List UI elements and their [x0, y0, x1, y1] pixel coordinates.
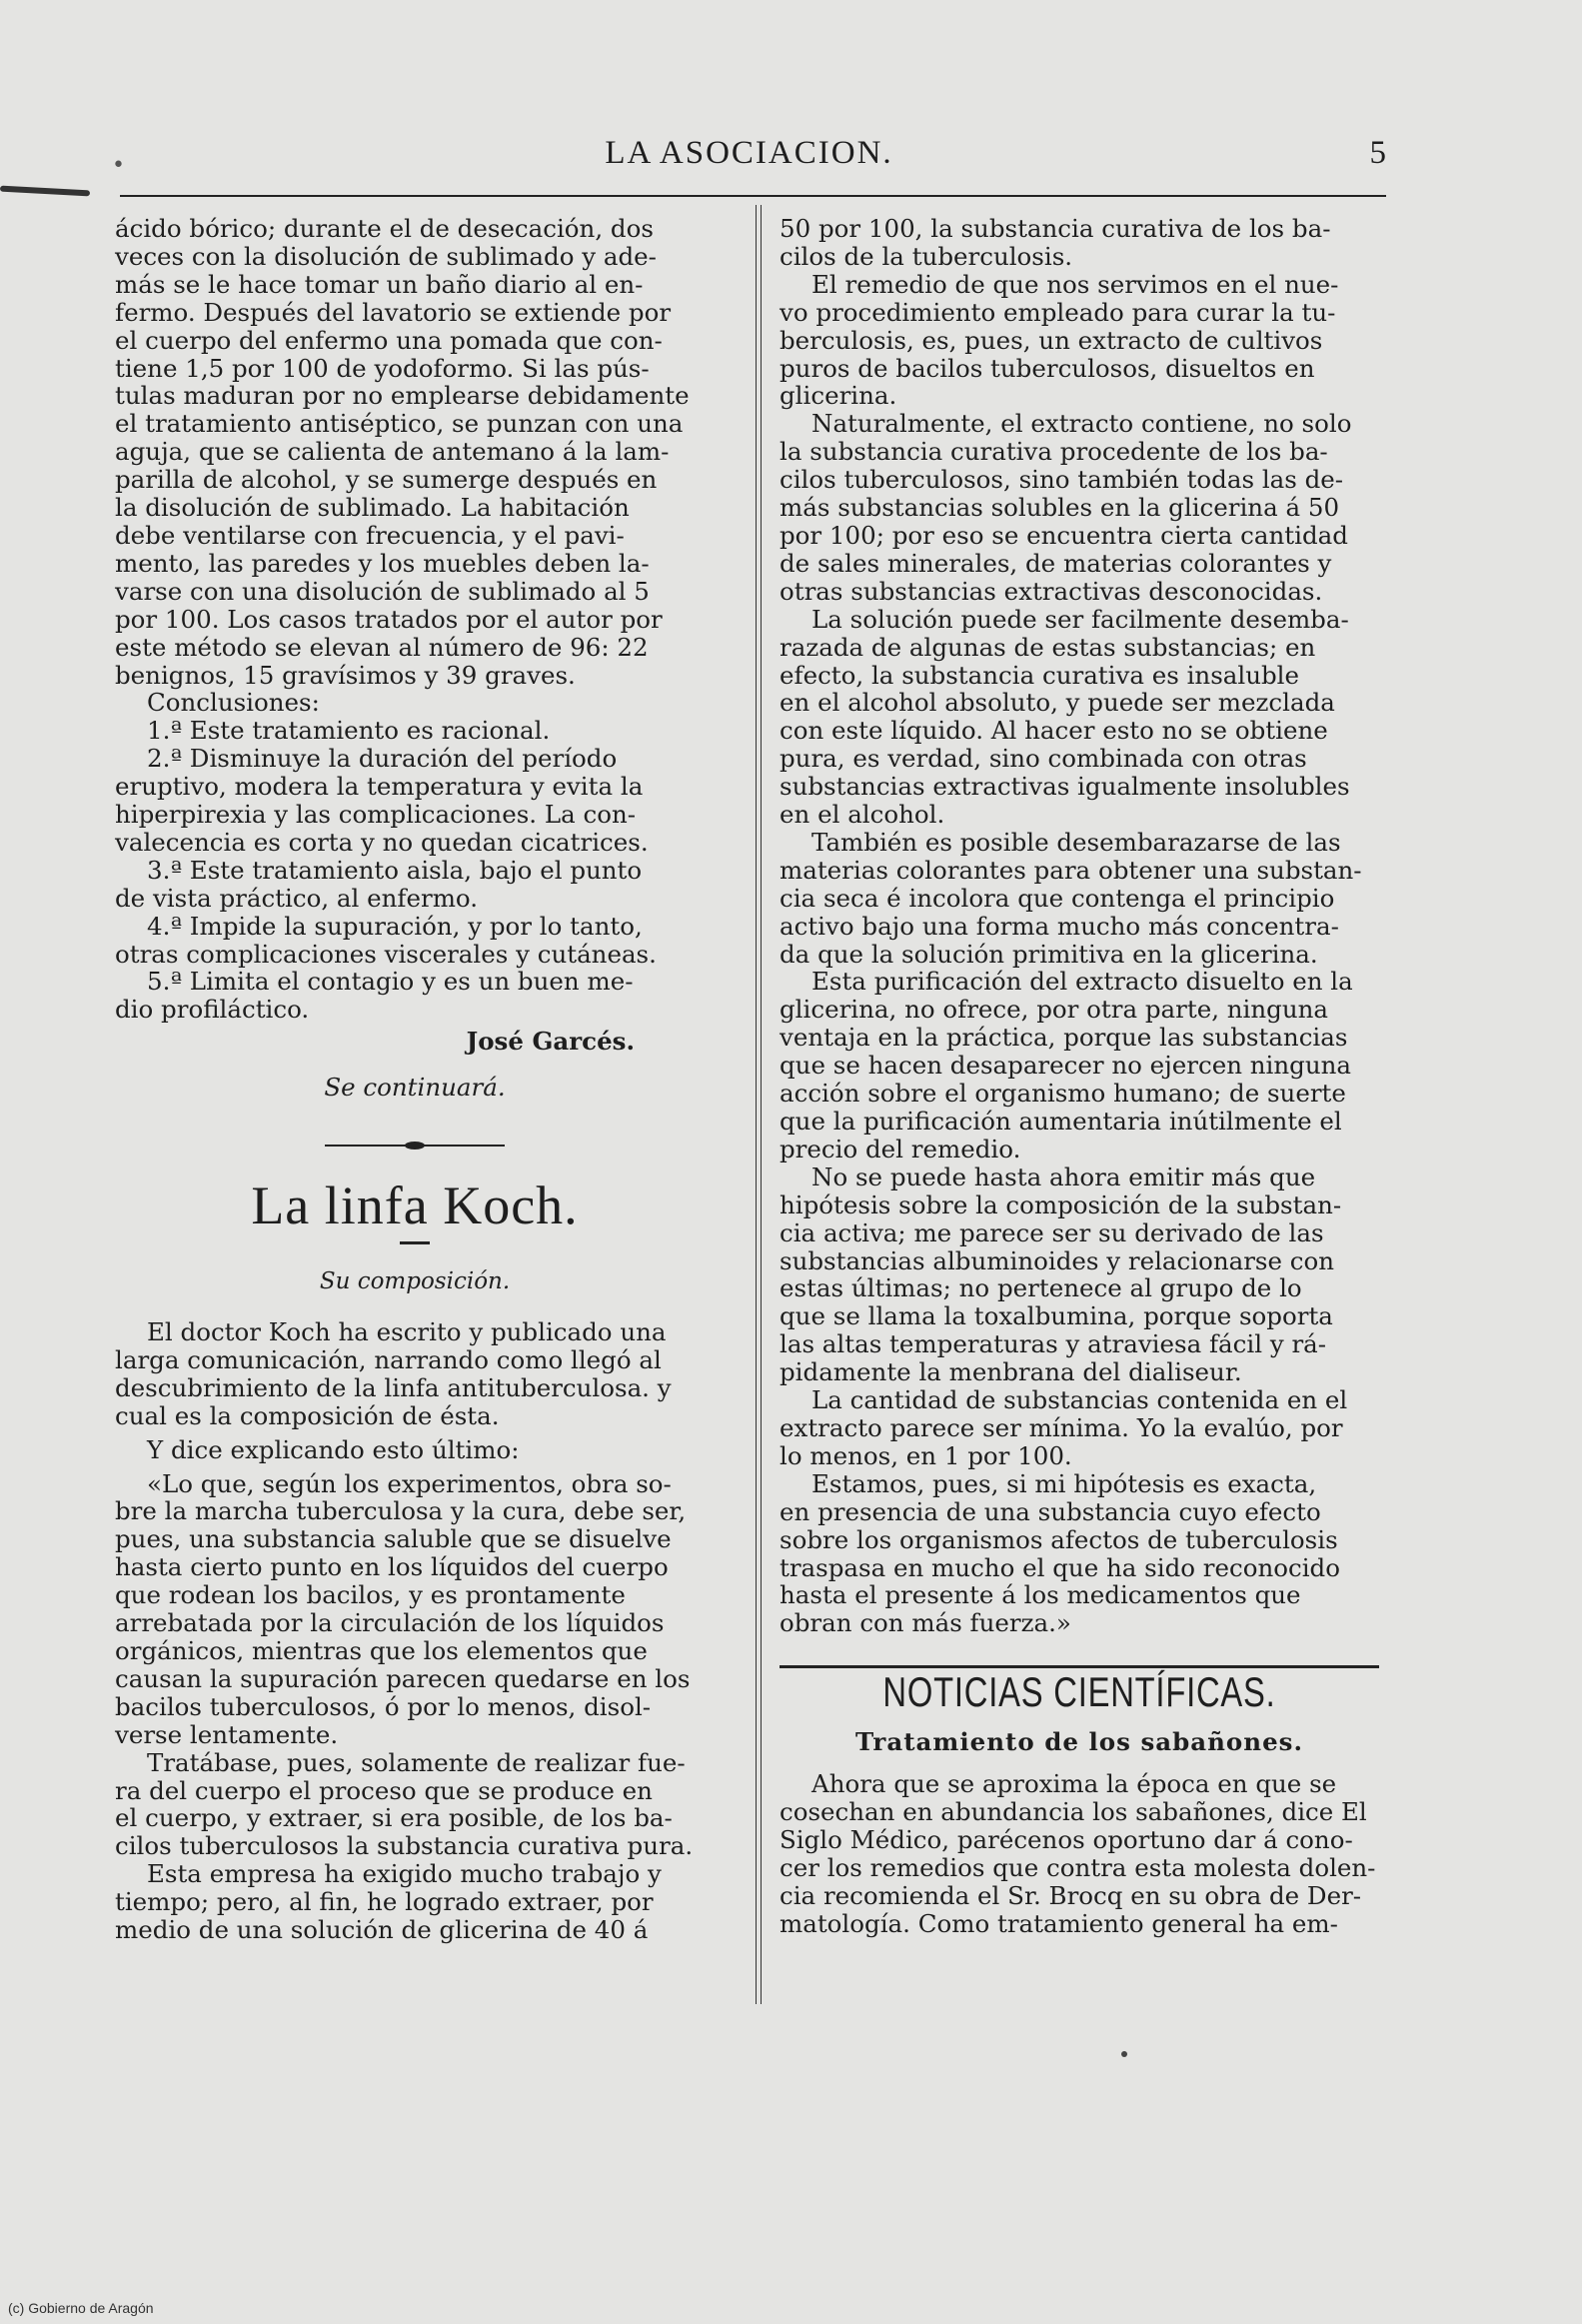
text-line: arrebatada por la circulación de los líquidos: [115, 1608, 665, 1638]
text-line: el tratamiento antiséptico, se punzan con una: [115, 409, 684, 439]
text-line: hipótesis sobre la composición de la substan-: [780, 1189, 1342, 1219]
text-line: bre la marcha tuberculosa y la cura, debe ser,: [115, 1496, 687, 1526]
text-line: cosechan en abundancia los sabañones, dice El: [780, 1796, 1367, 1826]
text-line: más substancias solubles en la glicerina á 50: [780, 493, 1340, 523]
text-line: acción sobre el organismo humano; de suerte: [780, 1079, 1346, 1109]
text-line: ra del cuerpo el proceso que se produce en: [115, 1775, 653, 1805]
article-paragraph: [780, 606, 1379, 829]
article-title: La linfa Koch.: [251, 1175, 579, 1236]
text-line: puros de bacilos tuberculosos, disueltos en: [780, 353, 1315, 383]
text-line: Siglo Médico, parécenos oportuno dar á cono-: [780, 1824, 1353, 1854]
left-column: [115, 215, 715, 1944]
text-line: lo menos, en 1 por 100.: [780, 1440, 1072, 1470]
text-line: este método se elevan al número de 96: 22: [115, 632, 649, 662]
text-line: descubrimiento de la linfa antituberculosa. y: [115, 1372, 672, 1402]
text-line: La solución puede ser facilmente desemba-: [811, 604, 1349, 634]
text-line: cia activa; me parece ser su derivado de las: [780, 1217, 1324, 1247]
text-line: por 100; por eso se encuentra cierta cantidad: [780, 520, 1348, 550]
text-line: glicerina, no ofrece, por otra parte, ninguna: [780, 995, 1329, 1025]
text-line: pura, es verdad, sino combinada con otras: [780, 744, 1307, 774]
text-line: eruptivo, modera la temperatura y evita la: [115, 772, 644, 802]
text-line: en el alcohol.: [780, 800, 945, 830]
page-number: 5: [1369, 135, 1386, 171]
text-line: ventaja en la práctica, porque las substancias: [780, 1023, 1348, 1053]
text-line: glicerina.: [780, 381, 897, 411]
text-line: berculosis, es, pues, un extracto de cultivos: [780, 325, 1323, 355]
conclusion-4: [115, 913, 715, 969]
text-line: tulas maduran por no emplearse debidamente: [115, 381, 690, 411]
text-line: cual es la composición de ésta.: [115, 1400, 500, 1430]
text-line: precio del remedio.: [780, 1134, 1021, 1163]
article-subtitle: Su composición.: [319, 1268, 511, 1295]
text-line: No se puede hasta ahora emitir más que: [811, 1162, 1316, 1191]
text-line: que se hacen desaparecer no ejercen ninguna: [780, 1051, 1352, 1081]
conclusion-3: [115, 857, 715, 913]
text-line: pues, una substancia saluble que se disuelve: [115, 1524, 672, 1554]
text-line: materias colorantes para obtener una substan-: [780, 855, 1362, 885]
article-paragraph: [115, 1318, 715, 1430]
text-line: causan la supuración parecen quedarse en los: [115, 1663, 691, 1693]
text-line: valecencia es corta y no quedan cicatrices.: [115, 827, 649, 857]
text-line: parilla de alcohol, y se sumerge después en: [115, 465, 658, 495]
text-line: otras complicaciones viscerales y cutáneas.: [115, 939, 657, 969]
text-line: El doctor Koch ha escrito y publicado una: [147, 1317, 667, 1346]
text-line: matología. Como tratamiento general ha em-: [780, 1908, 1338, 1938]
text-line: más se le hace tomar un baño diario al en-: [115, 269, 644, 299]
text-line: activo bajo una forma mucho más concentra-: [780, 911, 1339, 941]
text-line: 50 por 100, la substancia curativa de los ba-: [780, 214, 1331, 243]
text-line: que rodean los bacilos, y es prontamente: [115, 1580, 626, 1610]
text-line: la disolución de sublimado. La habitación: [115, 493, 630, 523]
conclusion-2: [115, 745, 715, 857]
text-line: fermo. Después del lavatorio se extiende por: [115, 297, 672, 327]
article-paragraph: [780, 271, 1379, 411]
text-line: razada de algunas de estas substancias; en: [780, 632, 1316, 662]
text-line: cilos de la tuberculosis.: [780, 241, 1073, 271]
header-rule: [120, 195, 1386, 197]
text-line: dio profiláctico.: [115, 995, 310, 1025]
title-dash: [400, 1241, 430, 1244]
text-line: orgánicos, mientras que los elementos que: [115, 1635, 648, 1665]
text-line: 3.ª Este tratamiento aisla, bajo el punto: [147, 855, 643, 885]
text-line: estas últimas; no pertenece al grupo de lo: [780, 1273, 1302, 1303]
header-dot: •: [112, 153, 125, 178]
text-line: 5.ª Limita el contagio y es un buen me-: [147, 967, 634, 997]
text-line: benignos, 15 gravísimos y 39 graves.: [115, 660, 576, 690]
article-paragraph: [780, 1770, 1379, 1937]
text-line: obran con más fuerza.»: [780, 1608, 1071, 1638]
text-line: 4.ª Impide la supuración, y por lo tanto,: [147, 911, 643, 941]
text-line: larga comunicación, narrando como llegó al: [115, 1344, 662, 1374]
text-line: Ahora que se aproxima la época en que se: [811, 1769, 1337, 1799]
article-paragraph: [115, 1749, 715, 1861]
text-line: verse lentamente.: [115, 1719, 339, 1749]
text-line: tiempo; pero, al fin, he logrado extraer, por: [115, 1887, 654, 1917]
ornament-divider: [325, 1142, 505, 1150]
text-line: varse con una disolución de sublimado al 5: [115, 576, 650, 606]
article-paragraph: [780, 410, 1379, 605]
text-line: efecto, la substancia curativa es insaluble: [780, 660, 1300, 690]
text-line: el cuerpo del enfermo una pomada que con-: [115, 325, 663, 355]
text-line: hiperpirexia y las complicaciones. La con-: [115, 800, 637, 830]
text-line: Tratábase, pues, solamente de realizar fue-: [147, 1747, 686, 1777]
page-edge-mark: [0, 186, 90, 197]
text-line: que la purificación aumentaria inútilmente el: [780, 1107, 1342, 1136]
text-line: con este líquido. Al hacer esto no se obtiene: [780, 716, 1328, 746]
text-line: Esta purificación del extracto disuelto en la: [811, 967, 1353, 997]
publication-title: LA ASOCIACION.: [605, 135, 893, 171]
text-line: substancias albuminoides y relacionarse con: [780, 1245, 1335, 1275]
text-line: cilos tuberculosos, sino también todas las de-: [780, 465, 1344, 495]
text-line: da que la solución primitiva en la glicerina.: [780, 939, 1318, 969]
text-line: cilos tuberculosos la substancia curativa pura.: [115, 1831, 694, 1861]
paragraph-continued: [115, 215, 715, 689]
conclusions-heading: Conclusiones:: [147, 688, 320, 718]
text-line: También es posible desembarazarse de las: [811, 827, 1341, 857]
text-line: Estamos, pues, si mi hipótesis es exacta,: [811, 1468, 1317, 1498]
text-line: mento, las paredes y los muebles deben la-: [115, 548, 650, 578]
article-paragraph: [780, 829, 1379, 969]
text-line: tiene 1,5 por 100 de yodoformo. Si las pús-: [115, 353, 650, 383]
text-line: medio de una solución de glicerina de 40 á: [115, 1915, 649, 1945]
text-line: vo procedimiento empleado para curar la tu-: [780, 297, 1336, 327]
continued-note: Se continuará.: [324, 1073, 506, 1103]
text-line: aguja, que se calienta de antemano á la lam-: [115, 437, 670, 467]
text-line: veces con la disolución de sublimado y ade-: [115, 241, 657, 271]
text-line: de vista práctico, al enfermo.: [115, 883, 479, 913]
text-line: en el alcohol absoluto, y puede ser mezclada: [780, 688, 1335, 718]
text-line: cer los remedios que contra esta molesta dolen-: [780, 1852, 1376, 1882]
text-line: sobre los organismos afectos de tuberculosis: [780, 1524, 1338, 1554]
text-line: la substancia curativa procedente de los ba-: [780, 437, 1328, 467]
text-line: 2.ª Disminuye la duración del período: [147, 744, 618, 774]
text-line: pidamente la menbrana del dialiseur.: [780, 1357, 1242, 1387]
text-line: hasta cierto punto en los líquidos del cuerpo: [115, 1552, 669, 1582]
page-header: [112, 135, 1386, 181]
author-signature: José Garcés.: [466, 1027, 635, 1057]
text-line: La cantidad de substancias contenida en el: [811, 1385, 1348, 1415]
paragraph-continued: [780, 215, 1379, 271]
section-subtitle: Tratamiento de los sabañones.: [854, 1727, 1303, 1757]
text-line: substancias extractivas igualmente insolubles: [780, 772, 1350, 802]
text-line: cia recomienda el Sr. Brocq en su obra de Der-: [780, 1880, 1362, 1910]
text-line: las altas temperaturas y atraviesa fácil y rá-: [780, 1329, 1327, 1359]
text-line: Esta empresa ha exigido mucho trabajo y: [147, 1859, 662, 1889]
article-paragraph: [115, 1860, 715, 1944]
article-paragraph: [115, 1436, 715, 1464]
article-paragraph: [780, 1386, 1379, 1470]
article-paragraph: [115, 1470, 715, 1749]
text-line: Naturalmente, el extracto contiene, no solo: [811, 409, 1352, 439]
text-line: extracto parece ser mínima. Yo la evalúo, por: [780, 1412, 1343, 1442]
text-line: Y dice explicando esto último:: [147, 1434, 520, 1464]
text-line: el cuerpo, y extraer, si era posible, de los ba-: [115, 1803, 673, 1833]
text-line: debe ventilarse con frecuencia, y el pavi-: [115, 520, 625, 550]
section-title: NOTICIAS CIENTÍFICAS.: [882, 1668, 1276, 1716]
text-line: que se llama la toxalbumina, porque soporta: [780, 1301, 1333, 1331]
text-line: en presencia de una substancia cuyo efecto: [780, 1496, 1321, 1526]
conclusion-1: [115, 717, 715, 745]
article-paragraph: [780, 1163, 1379, 1386]
text-line: de sales minerales, de materias colorantes y: [780, 548, 1332, 578]
text-line: hasta el presente á los medicamentos que: [780, 1580, 1301, 1610]
text-line: El remedio de que nos servimos en el nue-: [811, 269, 1339, 299]
text-line: 1.ª Este tratamiento es racional.: [147, 716, 551, 746]
right-column: [780, 215, 1379, 1937]
text-line: por 100. Los casos tratados por el autor por: [115, 604, 663, 634]
text-line: ácido bórico; durante el de desecación, dos: [115, 214, 654, 243]
copyright-credit: (c) Gobierno de Aragón: [8, 2300, 154, 2316]
text-line: cia seca é incolora que contenga el principio: [780, 883, 1335, 913]
text-line: traspasa en mucho el que ha sido reconocido: [780, 1552, 1340, 1582]
conclusion-5: [115, 968, 715, 1024]
article-paragraph: [780, 1470, 1379, 1637]
article-paragraph: [780, 968, 1379, 1162]
text-line: otras substancias extractivas desconocidas.: [780, 576, 1323, 606]
text-line: «Lo que, según los experimentos, obra so-: [147, 1468, 672, 1498]
text-line: bacilos tuberculosos, ó por lo menos, disol-: [115, 1691, 652, 1721]
print-dot: [1121, 2051, 1127, 2057]
